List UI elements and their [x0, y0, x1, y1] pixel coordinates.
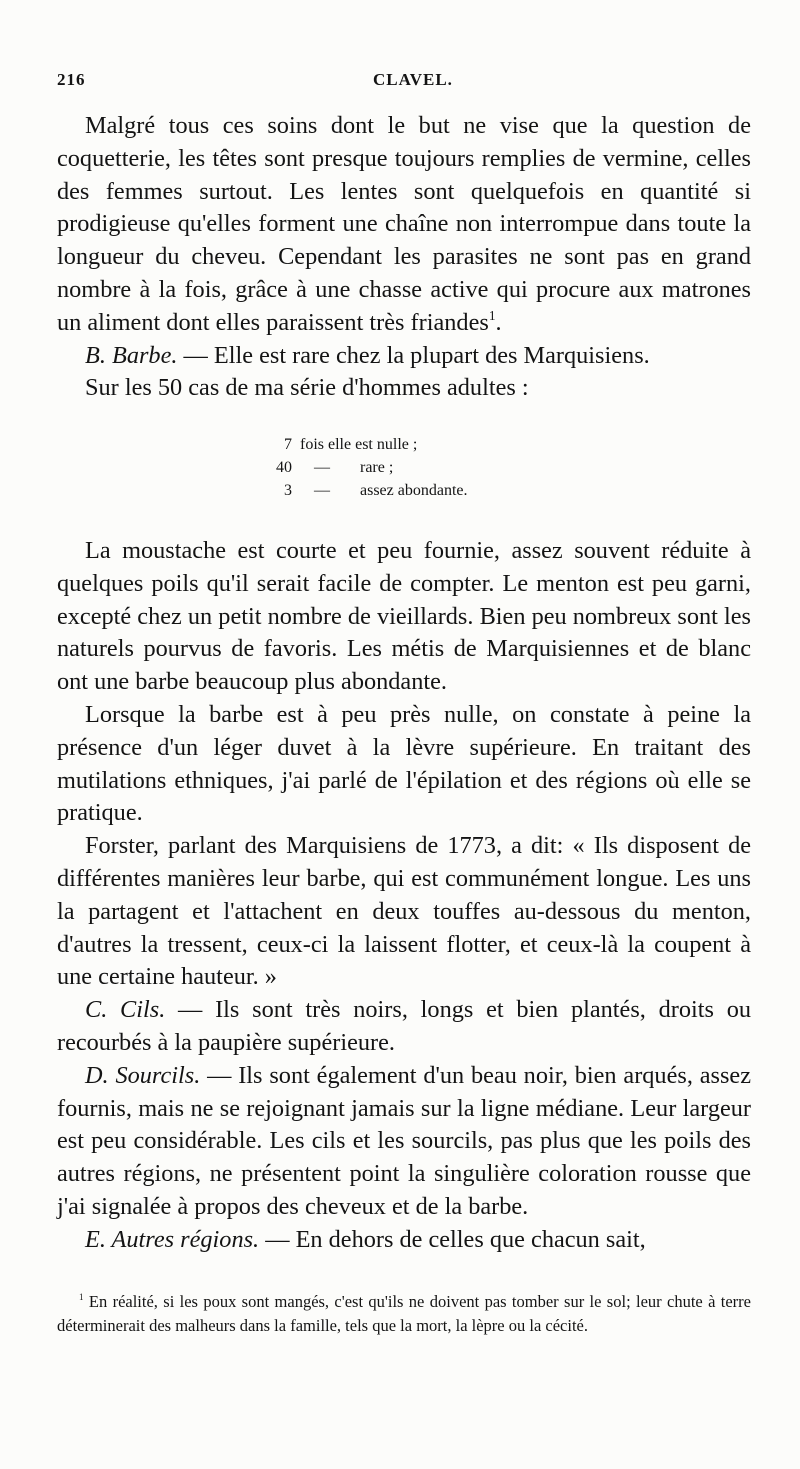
- footnote: [57, 1290, 751, 1338]
- running-header: [57, 70, 751, 100]
- tally-row: [270, 479, 570, 502]
- page-number: 216: [57, 70, 86, 89]
- tally-count: 3: [284, 482, 292, 499]
- tally-count: 7: [284, 436, 292, 453]
- tally-dash: —: [314, 482, 330, 499]
- footnote-text: En réalité, si les poux sont mangés, c'est qu'ils ne doivent pas tomber sur le sol; leur chute à terre déterminerait des malheurs dans la famille, tels que la mort, la lèpre ou la cécité.: [57, 1292, 751, 1335]
- section-heading-autres-regions: E. Autres régions.: [85, 1225, 260, 1253]
- section-heading-sourcils: D. Sourcils.: [85, 1061, 201, 1089]
- tally-dash: —: [314, 459, 330, 476]
- tally-text: rare ;: [360, 459, 394, 476]
- tally-text: assez abondante.: [360, 482, 468, 499]
- tally-row: [270, 433, 570, 456]
- section-heading-barbe: B. Barbe.: [85, 341, 178, 369]
- tally-text: fois elle est nulle ;: [300, 436, 418, 453]
- tally-row: [270, 456, 570, 479]
- paragraph-sourcils: D. Sourcils. — Ils sont également d'un beau noir, bien arqués, assez fournis, mais ne se rejoignant jamais sur la ligne médiane. Leur largeur est peu considérable. Les cils et les sourcils, pas plus que les poils des autres régions, ne présentent point la singulière coloration rousse que j'ai signalée à propos des cheveux et de la barbe.: [57, 1061, 751, 1220]
- main-text-top: [57, 110, 751, 405]
- running-title: CLAVEL.: [373, 70, 453, 89]
- footnote-marker: 1: [79, 1292, 84, 1303]
- beard-tally-list: [270, 433, 570, 502]
- paragraph-barbe: B. Barbe. — Elle est rare chez la plupart des Marquisiens.: [85, 341, 650, 369]
- paragraph-cils: C. Cils. — Ils sont très noirs, longs et bien plantés, droits ou recourbés à la paupière supérieure.: [57, 996, 752, 1056]
- paragraph-autres-regions: E. Autres régions. — En dehors de celles que chacun sait,: [85, 1225, 646, 1253]
- section-heading-cils: C. Cils.: [85, 996, 166, 1024]
- paragraph-vermine: Malgré tous ces soins dont le but ne vise que la question de coquetterie, les têtes sont presque toujours remplies de vermine, celles des femmes surtout. Les lentes sont quelquefois en quantité si prodigieuse qu'elles forment une chaîne non interrompue dans toute la longueur du cheveu. Cependant les parasites ne sont pas en grand nombre à la fois, grâce à une chasse active qui procure aux matrones un aliment dont elles paraissent très friandes$^1$.: [57, 112, 751, 336]
- paragraph-moustache: La moustache est courte et peu fournie, assez souvent réduite à quelques poils qu'il serait facile de compter. Le menton est peu garni, excepté chez un petit nombre de vieillards. Bien peu nombreux sont les naturels pourvus de favoris. Les métis de Marquisiennes et de blanc ont une barbe beaucoup plus abondante.: [57, 537, 751, 696]
- paragraph-serie: Sur les 50 cas de ma série d'hommes adultes :: [85, 374, 529, 402]
- paragraph-forster: Forster, parlant des Marquisiens de 1773, a dit: « Ils disposent de différentes manières leur barbe, qui est communément longue. Les uns la partagent et l'attachent en deux touffes au-dessous du menton, d'autres la tressent, ceux-ci la laissent flotter, et ceux-là la coupent à une certaine hauteur. »: [57, 832, 751, 991]
- main-text-bottom: [57, 535, 751, 1257]
- paragraph-duvet: Lorsque la barbe est à peu près nulle, on constate à peine la présence d'un léger duvet à la lèvre supérieure. En traitant des mutilations ethniques, j'ai parlé de l'épilation et des régions où elle se pratique.: [57, 700, 751, 827]
- tally-count: 40: [276, 459, 292, 476]
- footnote-reference: 1: [488, 307, 496, 323]
